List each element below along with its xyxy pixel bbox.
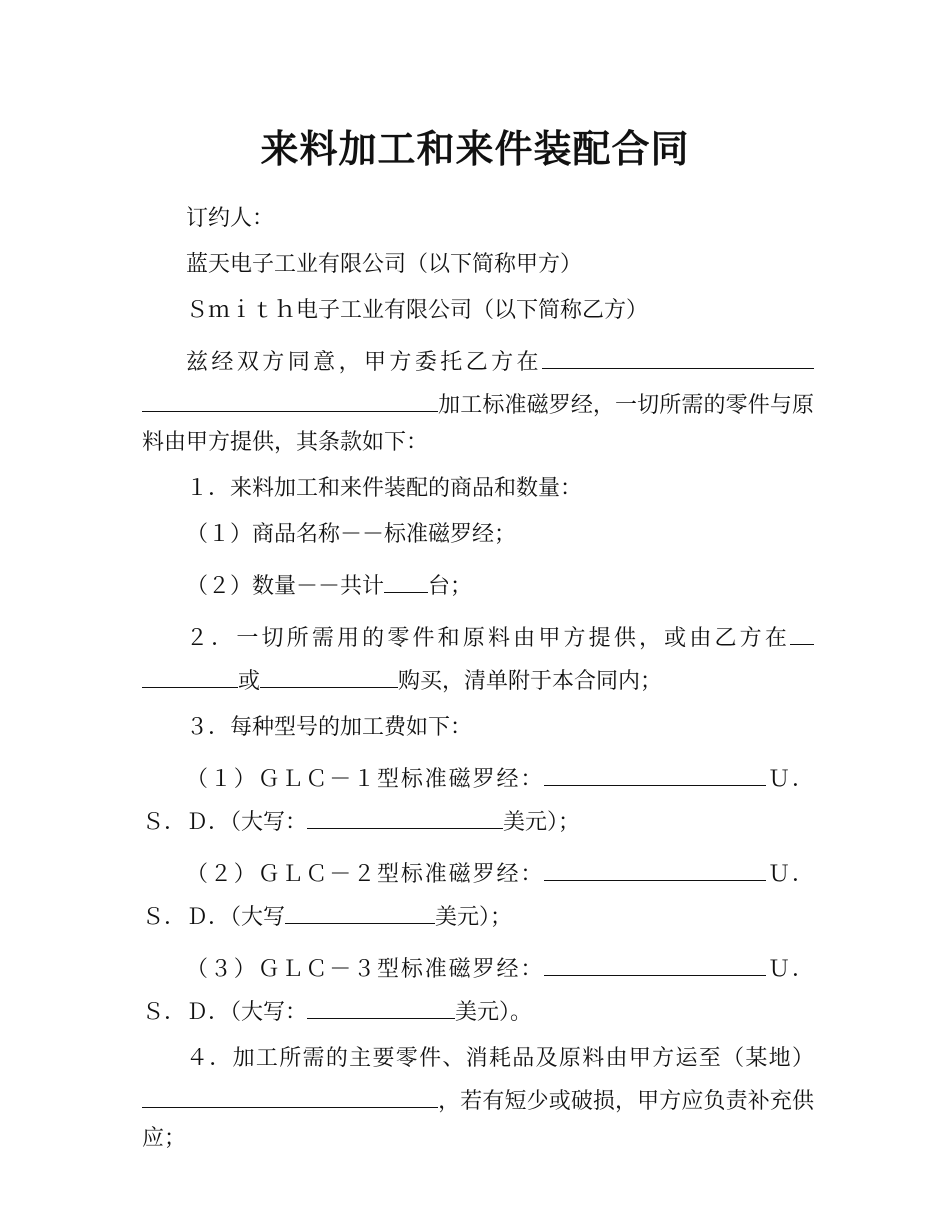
clause-4-text-end: ，若有短少或破损，甲方应负责补充供应； <box>142 1089 814 1151</box>
model-1-suffix: 美元）； <box>503 810 581 835</box>
clause-1-heading: １．来料加工和来件装配的商品和数量： <box>186 476 583 501</box>
clause-4 <box>142 1040 814 1157</box>
clause-1-item-1: （１）商品名称－－标准磁罗经； <box>186 522 517 547</box>
model-3-label: （３）ＧＬＣ－３型标准磁罗经： <box>186 957 545 982</box>
model-2-currency: Ｕ．Ｓ．Ｄ．（大写 <box>142 862 814 930</box>
clause-2-or: 或 <box>238 669 261 694</box>
clause-2 <box>142 614 814 700</box>
quantity-unit: 台； <box>428 574 473 599</box>
model-1-amount-words-blank <box>307 798 503 829</box>
paragraph-intro <box>142 338 814 461</box>
contract-body <box>142 200 814 1166</box>
clause-3-item-2 <box>142 850 814 936</box>
purchase-place-blank-2 <box>260 657 398 688</box>
model-1-label: （１）ＧＬＣ－１型标准磁罗经： <box>186 767 545 792</box>
purchase-place-blank-1-continued <box>142 657 238 688</box>
paragraph-party-b: Ｓｍｉｔｈ电子工业有限公司（以下简称乙方） <box>186 298 649 323</box>
clause-4-text-start: ４．加工所需的主要零件、消耗品及原料由甲方运至（某地） <box>186 1046 814 1071</box>
model-3-suffix: 美元）。 <box>455 1000 533 1025</box>
clause-3-heading: ３．每种型号的加工费如下： <box>186 715 473 740</box>
clause-3-item-3 <box>142 945 814 1031</box>
paragraph-party-a: 蓝天电子工业有限公司（以下简称甲方） <box>186 252 583 277</box>
model-3-currency: Ｕ．Ｓ．Ｄ．（大写： <box>142 957 814 1025</box>
model-2-label: （２）ＧＬＣ－２型标准磁罗经： <box>186 862 545 887</box>
page-title: 来料加工和来件装配合同 <box>260 127 690 171</box>
model-2-fee-blank <box>544 850 766 881</box>
clause-2-text-end: 购买，清单附于本合同内； <box>398 669 663 694</box>
model-1-currency: Ｕ．Ｓ．Ｄ．（大写： <box>142 767 814 835</box>
paragraph-parties-label: 订约人： <box>186 206 275 231</box>
clause-1-item-2 <box>142 562 814 605</box>
intro-text-start: 兹经双方同意，甲方委托乙方在 <box>186 350 542 375</box>
delivery-location-blank <box>142 1077 438 1108</box>
model-2-suffix: 美元）； <box>435 905 513 930</box>
clause-3-item-1 <box>142 755 814 841</box>
quantity-text: （２）数量－－共计 <box>186 574 385 599</box>
location-blank <box>542 338 814 369</box>
model-2-amount-words-blank <box>285 893 435 924</box>
location-blank-continued <box>142 381 438 412</box>
purchase-place-blank-1 <box>790 614 814 645</box>
clause-2-text-start: ２．一切所需用的零件和原料由甲方提供，或由乙方在 <box>186 626 790 651</box>
quantity-blank <box>384 562 428 593</box>
model-1-fee-blank <box>544 755 766 786</box>
intro-text-end: 加工标准磁罗经，一切所需的零件与原料由甲方提供，其条款如下： <box>142 393 814 455</box>
model-3-fee-blank <box>544 945 766 976</box>
model-3-amount-words-blank <box>307 988 455 1019</box>
